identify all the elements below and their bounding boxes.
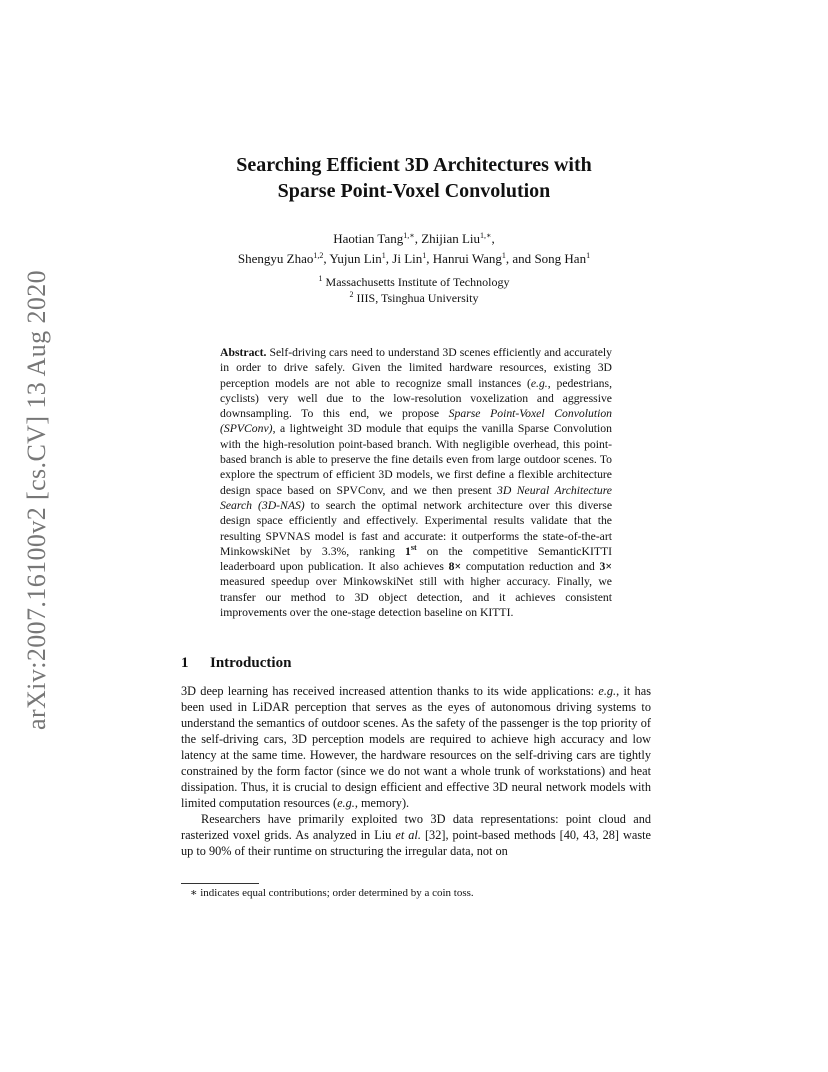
- affiliation-mark: 2: [349, 290, 354, 299]
- author-separator: ,: [414, 231, 422, 246]
- footnote-rule: [181, 883, 259, 884]
- author-separator: ,: [323, 251, 330, 266]
- abstract-text: measured speedup over MinkowskiNet still with higher accuracy. Finally, we transfer our method to 3D object detection, and it achieves consistent improvements over the one-stage detection baseline on KITTI.: [220, 575, 612, 620]
- section-heading-introduction: [181, 655, 291, 672]
- speedup-value: 3×: [599, 560, 613, 574]
- abstract-label: Abstract.: [220, 346, 267, 359]
- affiliation-name: IIIS, Tsinghua University: [356, 291, 479, 305]
- author-name: Song Han: [534, 251, 587, 266]
- author-line-1: [150, 229, 678, 249]
- abstract-emphasis: Sparse Point-Voxel Convolution (SPVConv): [220, 407, 613, 436]
- paragraph: [181, 811, 651, 859]
- computation-reduction-value: 8×: [448, 560, 462, 574]
- paragraph-text: 3D deep learning has received increased attention thanks to its wide applications:: [181, 684, 599, 698]
- paragraph-emphasis: et al.: [395, 828, 421, 842]
- paragraph-text: Researchers have primarily exploited two 3D data representations: point cloud and rasterized voxel grids. As analyzed in Liu: [181, 812, 651, 842]
- author-affiliation-mark: 1,∗: [403, 231, 415, 240]
- author-line-2: [150, 249, 678, 269]
- author-separator: ,: [491, 231, 495, 246]
- arxiv-identifier: arXiv:2007.16100v2 [cs.CV] 13 Aug 2020: [22, 269, 51, 730]
- section-title: Introduction: [210, 655, 292, 671]
- affiliation-mark: 1: [318, 274, 323, 283]
- abstract-text: computation reduction and: [461, 560, 600, 574]
- paragraph-emphasis: e.g.: [598, 684, 617, 698]
- author-affiliation-mark: 1: [586, 251, 591, 260]
- author-name: Shengyu Zhao: [237, 251, 314, 266]
- paragraph-emphasis: e.g.: [337, 796, 355, 810]
- author-name: Hanrui Wang: [432, 251, 502, 266]
- paragraph-text: , memory).: [354, 796, 410, 810]
- author-affiliation-mark: 1: [422, 251, 427, 260]
- abstract-emphasis: e.g.: [530, 376, 548, 390]
- affiliation-name: Massachusetts Institute of Technology: [325, 275, 510, 289]
- author-affiliation-mark: 1,2: [313, 251, 324, 260]
- abstract-text: , pedestrians, cyclists) very well due to the low-resolution voxelization and aggressive downsampling. To this end, we propose: [220, 376, 612, 421]
- affiliation-list: [150, 274, 678, 306]
- author-affiliation-mark: 1: [501, 251, 506, 260]
- author-affiliation-mark: 1: [381, 251, 386, 260]
- author-affiliation-mark: 1,∗: [480, 231, 492, 240]
- paper-title: [150, 152, 678, 204]
- abstract-text: to search the optimal network architecture over this diverse design space efficiently and effectively. Experimental results validate that the resulting SPVNAS model is fast and accurate: it outperforms the state-of-the-art MinkowskiNet by 3.3%, ranking: [220, 498, 613, 558]
- section-number: 1: [181, 655, 189, 671]
- affiliation-item: [150, 274, 678, 290]
- abstract-emphasis: 3D Neural Architecture Search (3D-NAS): [220, 483, 612, 512]
- ranking-ordinal: st: [410, 542, 417, 552]
- author-name: Haotian Tang: [333, 231, 404, 246]
- author-separator: , and: [505, 251, 535, 266]
- author-name: Ji Lin: [392, 251, 423, 266]
- footnote: ∗ indicates equal contributions; order determined by a coin toss.: [190, 887, 474, 899]
- paragraph-text: [32], point-based methods [40, 43, 28] waste up to 90% of their runtime on structuring the irregular data, not on: [181, 828, 652, 858]
- author-name: Yujun Lin: [329, 251, 382, 266]
- abstract-text: , a lightweight 3D module that equips the vanilla Sparse Convolution with the high-resolution point-based branch. With negligible overhead, this point-based branch is able to preserve the fine details even from large outdoor scenes. To explore the spectrum of efficient 3D models, we first define a flexible architecture design space based on SPVConv, and we then present: [220, 422, 612, 497]
- author-separator: ,: [385, 251, 393, 266]
- author-name: Zhijian Liu: [421, 231, 481, 246]
- abstract: [220, 345, 612, 620]
- author-separator: ,: [426, 251, 433, 266]
- paragraph-text: , it has been used in LiDAR perception that serves as the eyes of autonomous driving systems to understand the semantics of outdoor scenes. As the safety of the passenger is the top priority of the self-driving cars, 3D perception models are required to achieve high accuracy and low latency at the same time. However, the hardware resources on the self-driving cars are tightly constrained by the form factor (since we do not want a whole trunk of workstations) and heat dissipation. Thus, it is crucial to design efficient and effective 3D neural network models with limited computation resources (: [181, 684, 651, 810]
- title-line-1: Searching Efficient 3D Architectures with: [236, 154, 592, 176]
- affiliation-item: [150, 290, 678, 306]
- title-line-2: Sparse Point-Voxel Convolution: [277, 180, 551, 202]
- abstract-text: Self-driving cars need to understand 3D scenes efficiently and accurately in order to drive safely. Given the limited hardware resources, existing 3D perception models are not able to recognize small instances (: [220, 346, 613, 390]
- author-list: [150, 229, 678, 269]
- introduction-body: [181, 683, 651, 859]
- paragraph: [181, 683, 651, 811]
- abstract-text: on the competitive SemanticKITTI leaderboard upon publication. It also achieves: [220, 544, 613, 574]
- ranking-value: 1: [405, 544, 411, 558]
